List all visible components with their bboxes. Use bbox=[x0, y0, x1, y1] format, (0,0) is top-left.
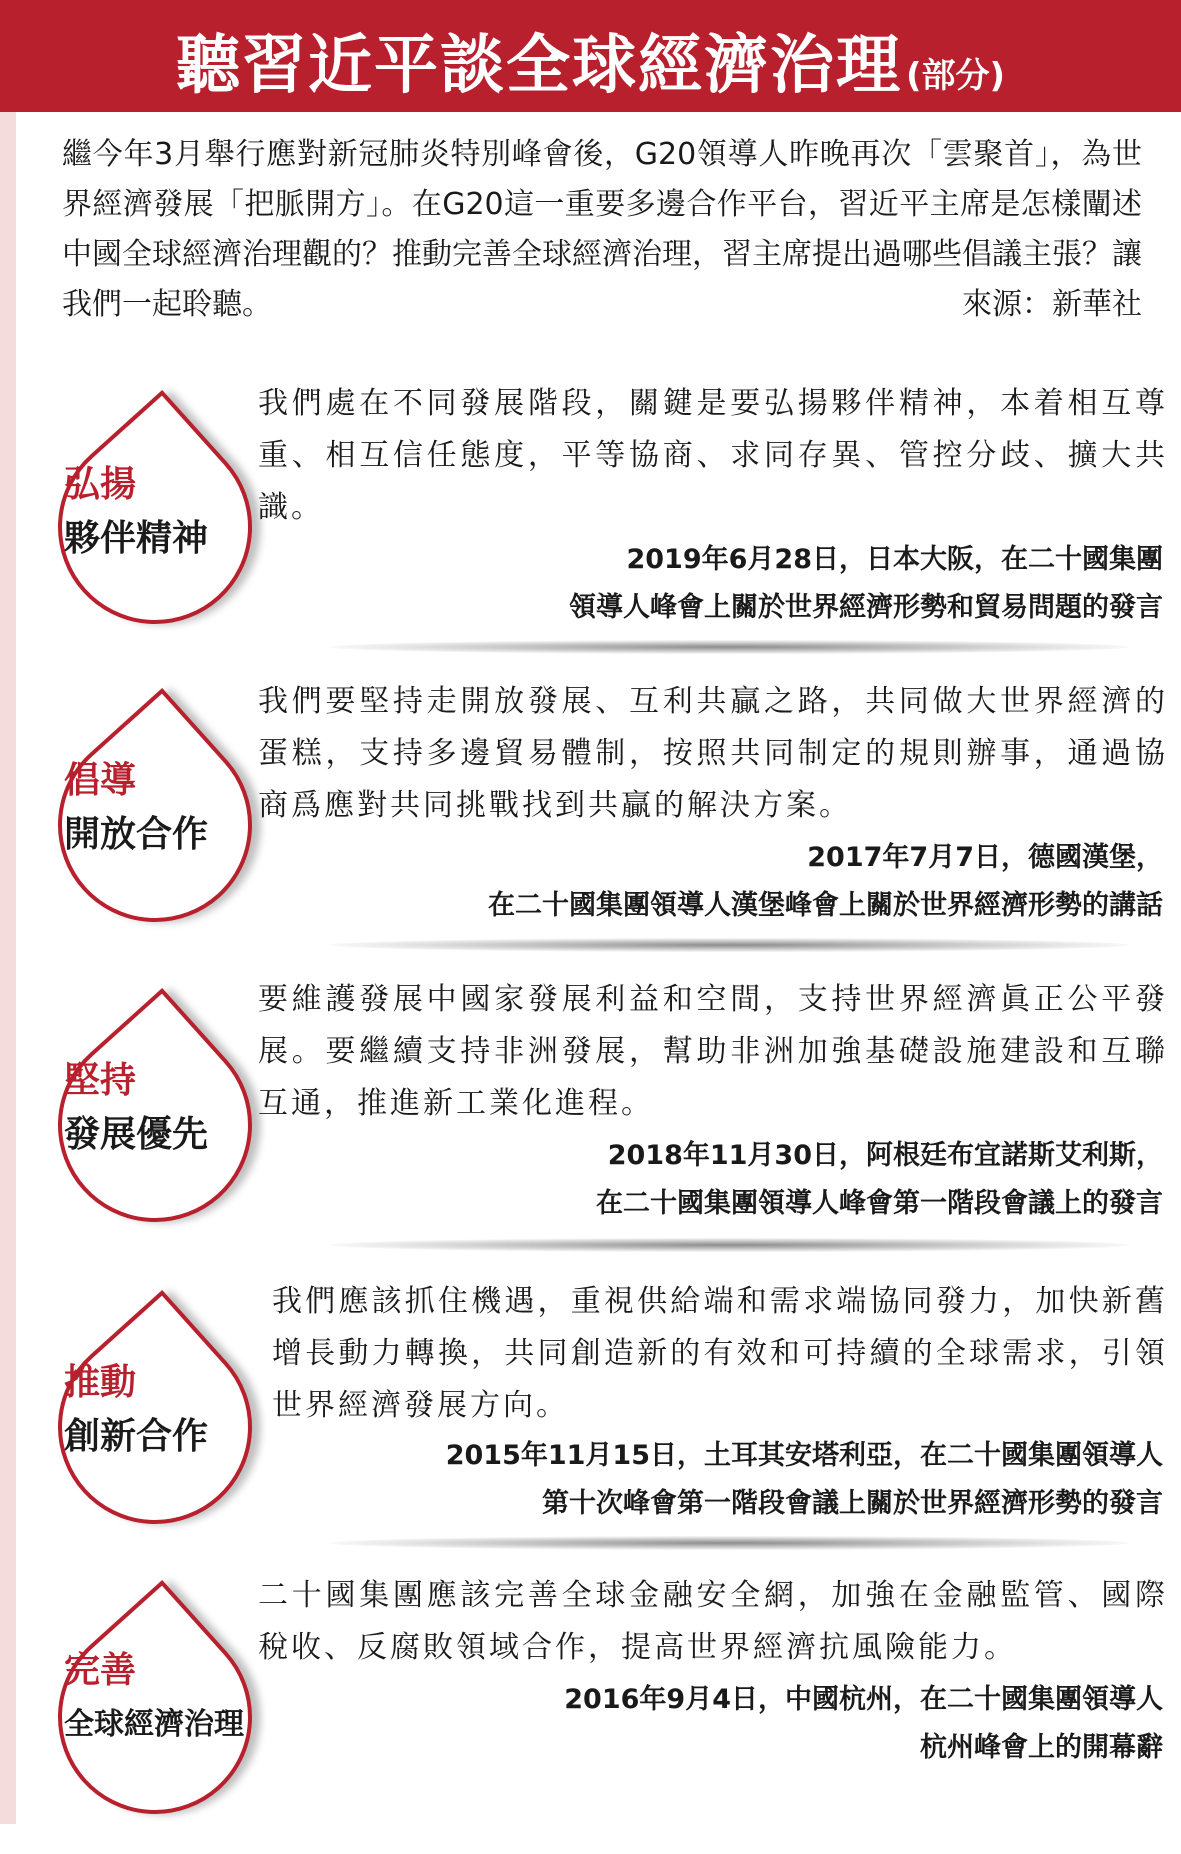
badge-label-bottom: 全球經濟治理 bbox=[64, 1707, 244, 1742]
citation-line: 在二十國集團領導人漢堡峰會上關於世界經濟形勢的講話 bbox=[488, 890, 1163, 921]
badge-label-top: 完善 bbox=[64, 1650, 137, 1691]
citation-line: 第十次峰會第一階段會議上關於世界經濟形勢的發言 bbox=[542, 1488, 1163, 1519]
section-divider bbox=[330, 1238, 1130, 1252]
citation-line: 2016年9月4日，中國杭州，在二十國集團領導人 bbox=[564, 1684, 1163, 1715]
citation-line: 2018年11月30日，阿根廷布宜諾斯艾利斯， bbox=[607, 1140, 1163, 1171]
section-citation bbox=[263, 1132, 1163, 1228]
section-quote: 我們處在不同發展階段，關鍵是要弘揚夥伴精神，本着相互尊重、相互信任態度，平等協商、求同存異、管控分歧、擴大共識。 bbox=[258, 386, 1168, 525]
citation-line: 2017年7月7日，德國漢堡， bbox=[807, 842, 1163, 873]
citation-line: 2019年6月28日，日本大阪，在二十國集團 bbox=[626, 544, 1163, 575]
badge-label-top: 弘揚 bbox=[64, 464, 137, 505]
badge-label-top: 倡導 bbox=[64, 760, 137, 801]
badge-label-bottom: 夥伴精神 bbox=[64, 518, 209, 559]
section-quote: 我們要堅持走開放發展、互利共贏之路，共同做大世界經濟的蛋糕，支持多邊貿易體制，按照共同制定的規則辦事，通過協商爲應對共同挑戰找到共贏的解決方案。 bbox=[258, 684, 1168, 823]
badge-label-top: 堅持 bbox=[64, 1060, 137, 1101]
citation-line: 杭州峰會上的開幕辭 bbox=[920, 1732, 1163, 1763]
badge-label-bottom: 開放合作 bbox=[64, 814, 209, 855]
section-badge bbox=[64, 1058, 254, 1160]
section-citation bbox=[263, 1676, 1163, 1772]
section-badge bbox=[64, 1360, 254, 1462]
section-quote: 我們應該抓住機遇，重視供給端和需求端協同發力，加快新舊增長動力轉換，共同創造新的有效和可持續的全球需求，引領世界經濟發展方向。 bbox=[272, 1284, 1168, 1423]
left-decorative-strip bbox=[0, 0, 16, 1824]
citation-line: 領導人峰會上關於世界經濟形勢和貿易問題的發言 bbox=[569, 592, 1163, 623]
section-quote: 二十國集團應該完善全球金融安全網，加強在金融監管、國際稅收、反腐敗領域合作，提高世界經濟抗風險能力。 bbox=[258, 1578, 1168, 1665]
section-badge bbox=[64, 462, 254, 564]
title-text: 聽習近平談全球經濟治理 bbox=[175, 29, 902, 103]
badge-label-top: 推動 bbox=[64, 1362, 137, 1403]
citation-line: 2015年11月15日，土耳其安塔利亞，在二十國集團領導人 bbox=[445, 1440, 1163, 1471]
section-badge bbox=[64, 1648, 254, 1750]
intro-text: 繼今年3月舉行應對新冠肺炎特別峰會後，G20領導人昨晚再次「雲聚首」，為世界經濟發展「把脈開方」。在G20這一重要多邊合作平台，習近平主席是怎樣闡述中國全球經濟治理觀的？推動完善全球經濟治理，習主席提出過哪些倡議主張？讓我們一起聆聽。 bbox=[62, 137, 1142, 322]
section-divider bbox=[330, 640, 1130, 654]
citation-line: 在二十國集團領導人峰會第一階段會議上的發言 bbox=[596, 1188, 1163, 1219]
intro-source: 來源：新華社 bbox=[962, 287, 1142, 322]
section-citation bbox=[263, 1432, 1163, 1528]
intro-paragraph bbox=[62, 130, 1142, 330]
section-divider bbox=[330, 938, 1130, 952]
title-banner bbox=[0, 0, 1181, 112]
section-quote: 要維護發展中國家發展利益和空間，支持世界經濟眞正公平發展。要繼續支持非洲發展，幫助非洲加強基礎設施建設和互聯互通，推進新工業化進程。 bbox=[258, 982, 1168, 1121]
title-subtitle: (部分) bbox=[905, 56, 1006, 96]
section-citation bbox=[263, 834, 1163, 930]
badge-label-bottom: 創新合作 bbox=[64, 1416, 209, 1457]
section-badge bbox=[64, 758, 254, 860]
page-title bbox=[0, 14, 1181, 106]
badge-label-bottom: 發展優先 bbox=[64, 1114, 209, 1155]
section-divider bbox=[330, 1536, 1130, 1550]
section-citation bbox=[263, 536, 1163, 632]
